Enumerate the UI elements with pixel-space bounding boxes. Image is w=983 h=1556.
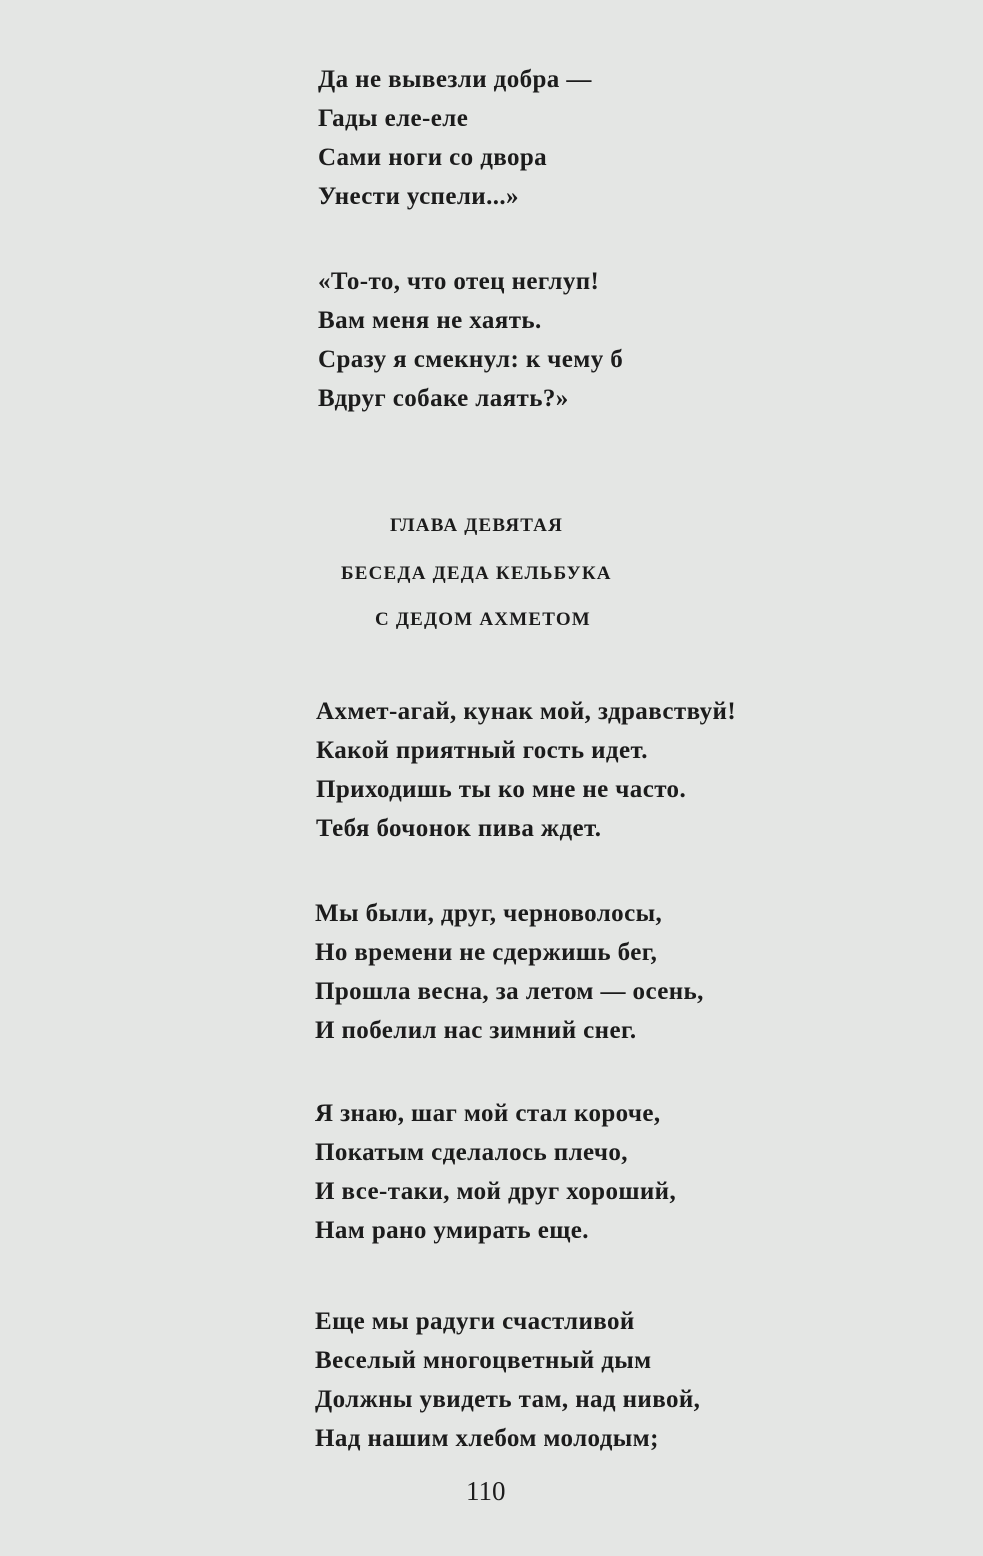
chapter-title-line-1: БЕСЕДА ДЕДА КЕЛЬБУКА [341,563,612,584]
page-number: 110 [466,1476,506,1506]
stanza-2 [318,262,623,418]
verse-line: И побелил нас зимний снег. [315,1017,637,1044]
verse-line: Тебя бочонок пива ждет. [316,815,602,842]
stanza-4 [315,894,704,1050]
verse-line: Гады еле-еле [318,105,469,132]
verse-line: Мы были, друг, черноволосы, [315,900,663,927]
verse-line: Веселый многоцветный дым [315,1347,652,1374]
stanza-3 [316,692,736,848]
verse-line: Нам рано умирать еще. [315,1217,589,1244]
verse-line: Унести успели...» [318,183,519,210]
verse-line: Над нашим хлебом молодым; [315,1425,659,1452]
verse-line: Покатым сделалось плечо, [315,1139,628,1166]
chapter-number: ГЛАВА ДЕВЯТАЯ [390,515,564,536]
stanza-6 [315,1302,700,1458]
verse-line: Вдруг собаке лаять?» [318,385,569,412]
verse-line: Какой приятный гость идет. [316,737,648,764]
verse-line: Но времени не сдержишь бег, [315,939,658,966]
stanza-5 [315,1094,676,1250]
verse-line: Прошла весна, за летом — осень, [315,978,704,1005]
verse-line: «То-то, что отец неглуп! [318,268,600,295]
verse-line: Сами ноги со двора [318,144,548,171]
verse-line: Ахмет-агай, кунак мой, здравствуй! [316,698,737,725]
stanza-1 [318,60,592,216]
verse-line: Еще мы радуги счастливой [315,1308,635,1335]
verse-line: Вам меня не хаять. [318,307,542,334]
verse-line: Приходишь ты ко мне не часто. [316,776,687,803]
verse-line: Я знаю, шаг мой стал короче, [315,1100,661,1127]
verse-line: Сразу я смекнул: к чему б [318,346,624,373]
verse-line: Да не вывезли добра — [318,66,592,93]
verse-line: Должны увидеть там, над нивой, [315,1386,701,1413]
chapter-title-line-2: С ДЕДОМ АХМЕТОМ [375,609,591,630]
verse-line: И все-таки, мой друг хороший, [315,1178,677,1205]
